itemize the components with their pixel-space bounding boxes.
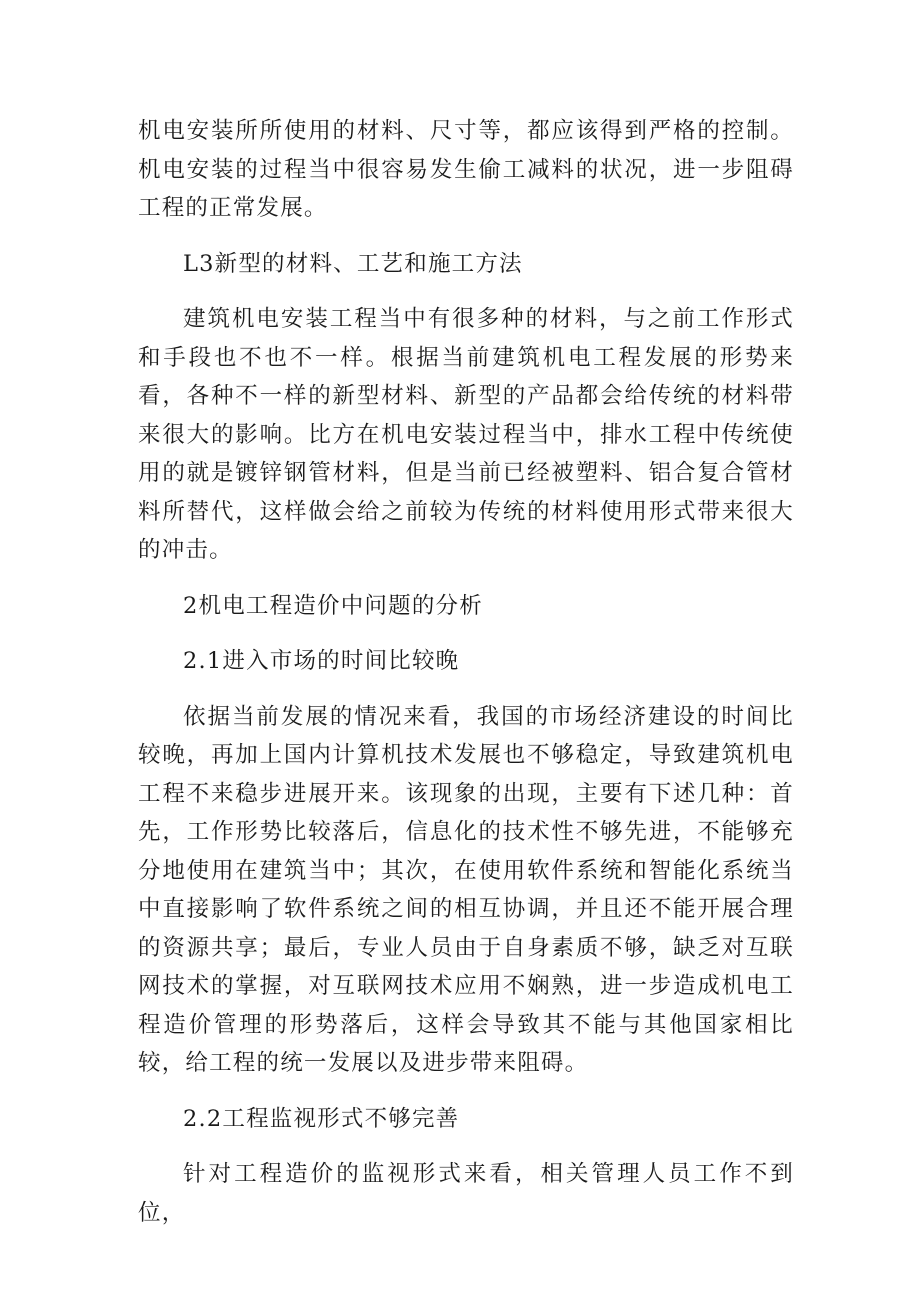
body-paragraph: 依据当前发展的情况来看，我国的市场经济建设的时间比较晚，再加上国内计算机技术发展也不够稳定，导致建筑机电工程不来稳步进展开来。该现象的出现，主要有下述几种：首先，工作形势比较落后，信息化的技术性不够先进，不能够充分地使用在建筑当中；其次，在使用软件系统和智能化系统当中直接影响了软件系统之间的相互协调，并且还不能开展合理的资源共享；最后，专业人员由于自身素质不够，缺乏对互联网技术的掌握，对互联网技术应用不娴熟，进一步造成机电工程造价管理的形势落后，这样会导致其不能与其他国家相比较，给工程的统一发展以及进步带来阻碍。 xyxy=(138,703,794,1076)
section-heading-1-3: L3新型的材料、工艺和施工方法 xyxy=(183,250,523,277)
body-paragraph: 针对工程造价的监视形式来看，相关管理人员工作不到位， xyxy=(138,1161,794,1226)
section-heading-2: 2机电工程造价中问题的分析 xyxy=(183,592,483,619)
body-paragraph: 机电安装所所使用的材料、尺寸等，都应该得到严格的控制。机电安装的过程当中很容易发生偷工减料的状况，进一步阻碍工程的正常发展。 xyxy=(138,118,794,221)
body-paragraph: 建筑机电安装工程当中有很多种的材料，与之前工作形式和手段也不也不一样。根据当前建筑机电工程发展的形势来看，各种不一样的新型材料、新型的产品都会给传统的材料带来很大的影响。比方在机电安装过程当中，排水工程中传统使用的就是镀锌钢管材料，但是当前已经被塑料、铝合复合管材料所替代，这样做会给之前较为传统的材料使用形式带来很大的冲击。 xyxy=(138,306,794,563)
document-body xyxy=(138,112,794,1249)
section-heading-2-2: 2.2工程监视形式不够完善 xyxy=(183,1105,460,1132)
section-heading-2-1: 2.1进入市场的时间比较晚 xyxy=(183,648,460,674)
